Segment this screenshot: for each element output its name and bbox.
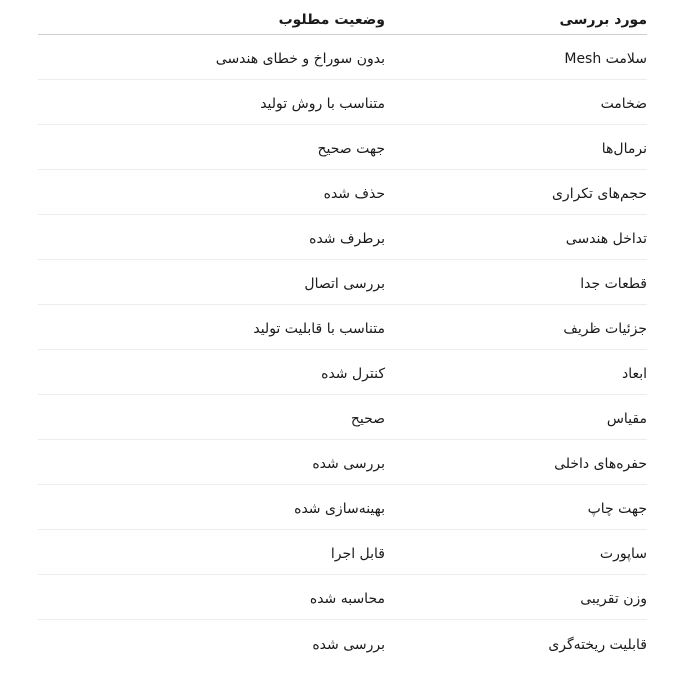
table-row xyxy=(38,260,647,305)
checklist-table xyxy=(38,0,647,665)
table-header-row xyxy=(38,0,647,35)
row-item: سلامت Mesh xyxy=(564,51,647,67)
row-status: متناسب با روش تولید xyxy=(260,96,385,112)
row-status: بررسی شده xyxy=(312,456,385,472)
table-row xyxy=(38,620,647,665)
row-item: قابلیت ریخته‌گری xyxy=(548,636,647,653)
table-row xyxy=(38,170,647,215)
row-status: قابل اجرا xyxy=(330,546,385,562)
row-status: بررسی شده xyxy=(312,636,385,653)
row-status: محاسبه شده xyxy=(309,591,385,607)
table-row xyxy=(38,125,647,170)
row-status: بهینه‌سازی شده xyxy=(294,501,385,517)
table-row xyxy=(38,485,647,530)
row-item: نرمال‌ها xyxy=(601,141,647,157)
row-status: متناسب با قابلیت تولید xyxy=(253,321,385,337)
row-status: بررسی اتصال xyxy=(304,276,385,292)
table-row xyxy=(38,530,647,575)
row-status: صحیح xyxy=(350,411,385,427)
table-row xyxy=(38,80,647,125)
row-item: جهت چاپ xyxy=(587,501,647,517)
table-row xyxy=(38,395,647,440)
row-item: مقیاس xyxy=(606,411,647,427)
row-item: جزئیات ظریف xyxy=(563,321,647,337)
row-item: قطعات جدا xyxy=(580,276,647,292)
row-item: ضخامت xyxy=(600,96,647,112)
row-status: بدون سوراخ و خطای هندسی xyxy=(215,51,385,67)
table-row xyxy=(38,350,647,395)
table-row xyxy=(38,305,647,350)
row-status: کنترل شده xyxy=(321,366,385,382)
row-item: حجم‌های تکراری xyxy=(551,186,647,202)
table-row xyxy=(38,440,647,485)
row-item: ابعاد xyxy=(621,366,647,382)
table-row xyxy=(38,215,647,260)
header-item: مورد بررسی xyxy=(559,12,647,28)
row-item: تداخل هندسی xyxy=(565,231,647,247)
row-status: جهت صحیح xyxy=(317,141,385,157)
row-item: ساپورت xyxy=(599,546,647,562)
row-status: برطرف شده xyxy=(309,231,385,247)
row-status: حذف شده xyxy=(323,186,385,202)
row-item: حفره‌های داخلی xyxy=(554,456,647,472)
table-row xyxy=(38,35,647,80)
row-item: وزن تقریبی xyxy=(580,591,647,607)
table-row xyxy=(38,575,647,620)
header-status: وضعیت مطلوب xyxy=(278,12,385,28)
